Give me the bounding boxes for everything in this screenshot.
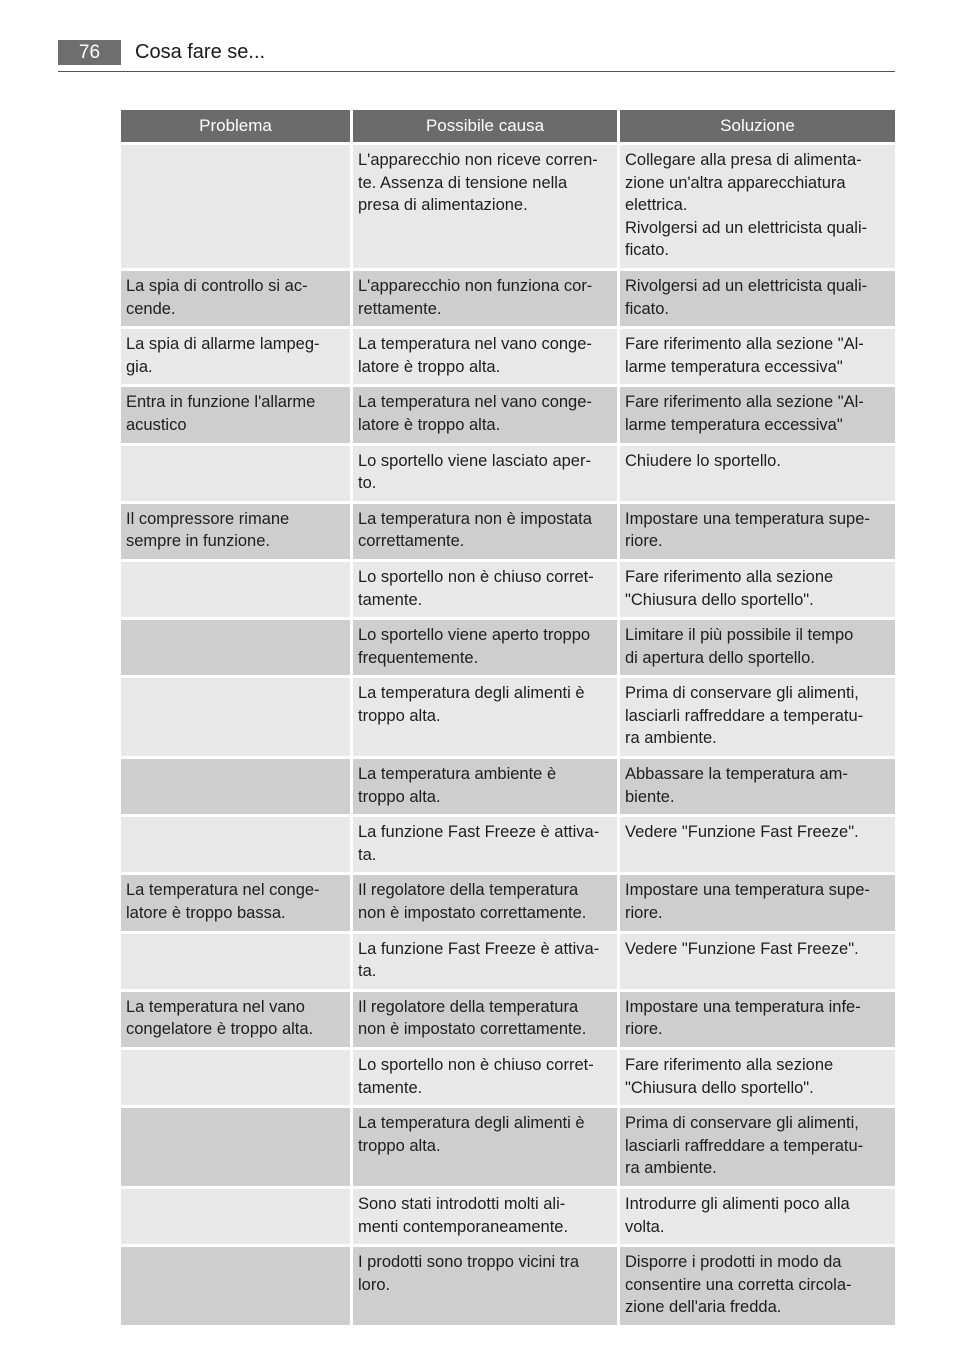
column-header-problem: Problema <box>121 110 350 142</box>
table-row <box>121 817 895 872</box>
cell-solution <box>620 329 895 384</box>
table-row <box>121 1189 895 1244</box>
cell-problem <box>121 1189 350 1244</box>
cell-problem <box>121 504 350 559</box>
cell-solution <box>620 678 895 756</box>
cell-cause <box>353 562 617 617</box>
cell-problem <box>121 678 350 756</box>
cell-solution <box>620 875 895 930</box>
cause-text: La temperatura nel vano conge- latore è troppo alta. <box>358 393 592 434</box>
cell-problem <box>121 1108 350 1186</box>
solution-text: Fare riferimento alla sezione "Al- larme temperatura eccessiva" <box>625 335 864 376</box>
cell-solution <box>620 1247 895 1325</box>
solution-text: Impostare una temperatura infe- riore. <box>625 997 861 1039</box>
cell-solution <box>620 562 895 617</box>
table-row <box>121 678 895 756</box>
table-row <box>121 329 895 384</box>
table-row <box>121 1050 895 1105</box>
solution-text: Fare riferimento alla sezione "Chiusura dello sportello". <box>625 567 834 609</box>
cause-text: La temperatura degli alimenti è troppo alta. <box>358 1114 585 1155</box>
cell-problem <box>121 1247 350 1325</box>
column-header-cause: Possibile causa <box>353 110 617 142</box>
problem-text: Il compressore rimane sempre in funzione. <box>126 509 290 551</box>
cell-cause <box>353 446 617 501</box>
table-row <box>121 145 895 268</box>
table-row <box>121 562 895 617</box>
cell-problem <box>121 934 350 989</box>
cell-problem <box>121 387 350 442</box>
cell-cause <box>353 145 617 268</box>
solution-text: Rivolgersi ad un elettricista quali- ficato. <box>625 276 868 318</box>
cause-text: Lo sportello non è chiuso corret- tamente. <box>358 1056 594 1097</box>
cause-text: Lo sportello non è chiuso corret- tamente. <box>358 567 594 609</box>
table-row <box>121 387 895 442</box>
section-title: Cosa fare se... <box>135 41 266 63</box>
cause-text: Lo sportello viene lasciato aper- to. <box>358 451 591 493</box>
cell-solution <box>620 1108 895 1186</box>
table-row <box>121 875 895 930</box>
problem-text: La spia di controllo si ac- cende. <box>126 276 308 318</box>
cell-solution <box>620 504 895 559</box>
solution-text: Impostare una temperatura supe- riore. <box>625 509 870 551</box>
table-row <box>121 934 895 989</box>
solution-text: Vedere "Funzione Fast Freeze". <box>625 823 859 842</box>
cause-text: Sono stati introdotti molti ali- menti contemporaneamente. <box>358 1194 569 1236</box>
cell-problem <box>121 1050 350 1105</box>
solution-text: Collegare alla presa di alimenta- zione un'altra apparecchiatura elettrica. Rivolgersi ad un elettricista quali- ficato. <box>625 151 868 260</box>
problem-text: La temperatura nel conge- latore è troppo bassa. <box>126 881 320 923</box>
cell-solution <box>620 1050 895 1105</box>
troubleshooting-table <box>118 107 898 1328</box>
cell-cause <box>353 817 617 872</box>
cause-text: L'apparecchio non riceve corren- te. Assenza di tensione nella presa di alimentazione. <box>358 151 598 215</box>
table-header-row <box>121 110 895 142</box>
solution-text: Prima di conservare gli alimenti, lasciarli raffreddare a temperatu- ra ambiente. <box>625 684 864 748</box>
cell-cause <box>353 875 617 930</box>
problem-text: La temperatura nel vano congelatore è troppo alta. <box>126 997 314 1039</box>
solution-text: Impostare una temperatura supe- riore. <box>625 881 870 923</box>
cell-solution <box>620 817 895 872</box>
cell-problem <box>121 817 350 872</box>
solution-text: Introdurre gli alimenti poco alla volta. <box>625 1194 850 1236</box>
cell-cause <box>353 992 617 1047</box>
cell-cause <box>353 271 617 326</box>
cause-text: Lo sportello viene aperto troppo frequentemente. <box>358 626 591 667</box>
cell-cause <box>353 1189 617 1244</box>
cell-cause <box>353 1050 617 1105</box>
page-header <box>58 40 895 72</box>
cause-text: Il regolatore della temperatura non è impostato correttamente. <box>358 997 587 1039</box>
cell-solution <box>620 934 895 989</box>
table-row <box>121 1247 895 1325</box>
cell-solution <box>620 446 895 501</box>
cell-solution <box>620 992 895 1047</box>
cell-cause <box>353 620 617 675</box>
cell-problem <box>121 145 350 268</box>
solution-text: Limitare il più possibile il tempo di apertura dello sportello. <box>625 626 854 667</box>
table-row <box>121 620 895 675</box>
table-row <box>121 992 895 1047</box>
cell-cause <box>353 678 617 756</box>
cell-cause <box>353 1108 617 1186</box>
cell-problem <box>121 992 350 1047</box>
problem-text: Entra in funzione l'allarme acustico <box>126 393 316 434</box>
cell-problem <box>121 875 350 930</box>
cause-text: La funzione Fast Freeze è attiva- ta. <box>358 823 600 864</box>
cell-solution <box>620 145 895 268</box>
cause-text: L'apparecchio non funziona cor- rettamente. <box>358 276 593 318</box>
cell-problem <box>121 271 350 326</box>
solution-text: Fare riferimento alla sezione "Al- larme temperatura eccessiva" <box>625 393 864 434</box>
cell-cause <box>353 329 617 384</box>
cell-cause <box>353 387 617 442</box>
solution-text: Prima di conservare gli alimenti, lasciarli raffreddare a temperatu- ra ambiente. <box>625 1114 864 1178</box>
column-header-solution: Soluzione <box>620 110 895 142</box>
cell-cause <box>353 934 617 989</box>
solution-text: Chiudere lo sportello. <box>625 451 781 470</box>
problem-text: La spia di allarme lampeg- gia. <box>126 335 320 376</box>
table-row <box>121 504 895 559</box>
cell-cause <box>353 759 617 814</box>
cell-problem <box>121 620 350 675</box>
solution-text: Fare riferimento alla sezione "Chiusura dello sportello". <box>625 1056 834 1097</box>
table-row <box>121 1108 895 1186</box>
solution-text: Disporre i prodotti in modo da consentire una corretta circola- zione dell'aria fredda. <box>625 1253 852 1317</box>
cause-text: La temperatura degli alimenti è troppo alta. <box>358 684 585 725</box>
cell-solution <box>620 387 895 442</box>
cause-text: La temperatura ambiente è troppo alta. <box>358 765 557 806</box>
table-row <box>121 446 895 501</box>
cell-problem <box>121 759 350 814</box>
solution-text: Abbassare la temperatura am- biente. <box>625 765 848 806</box>
cell-cause <box>353 1247 617 1325</box>
cell-solution <box>620 1189 895 1244</box>
solution-text: Vedere "Funzione Fast Freeze". <box>625 939 859 958</box>
cause-text: La temperatura non è impostata correttamente. <box>358 509 592 551</box>
table-row <box>121 759 895 814</box>
page-number: 76 <box>58 40 121 65</box>
cause-text: La temperatura nel vano conge- latore è troppo alta. <box>358 335 592 376</box>
table-row <box>121 271 895 326</box>
cell-problem <box>121 446 350 501</box>
cause-text: I prodotti sono troppo vicini tra loro. <box>358 1253 580 1294</box>
cell-problem <box>121 329 350 384</box>
cell-cause <box>353 504 617 559</box>
cause-text: La funzione Fast Freeze è attiva- ta. <box>358 939 600 981</box>
cell-solution <box>620 620 895 675</box>
cause-text: Il regolatore della temperatura non è impostato correttamente. <box>358 881 587 923</box>
cell-problem <box>121 562 350 617</box>
cell-solution <box>620 271 895 326</box>
cell-solution <box>620 759 895 814</box>
